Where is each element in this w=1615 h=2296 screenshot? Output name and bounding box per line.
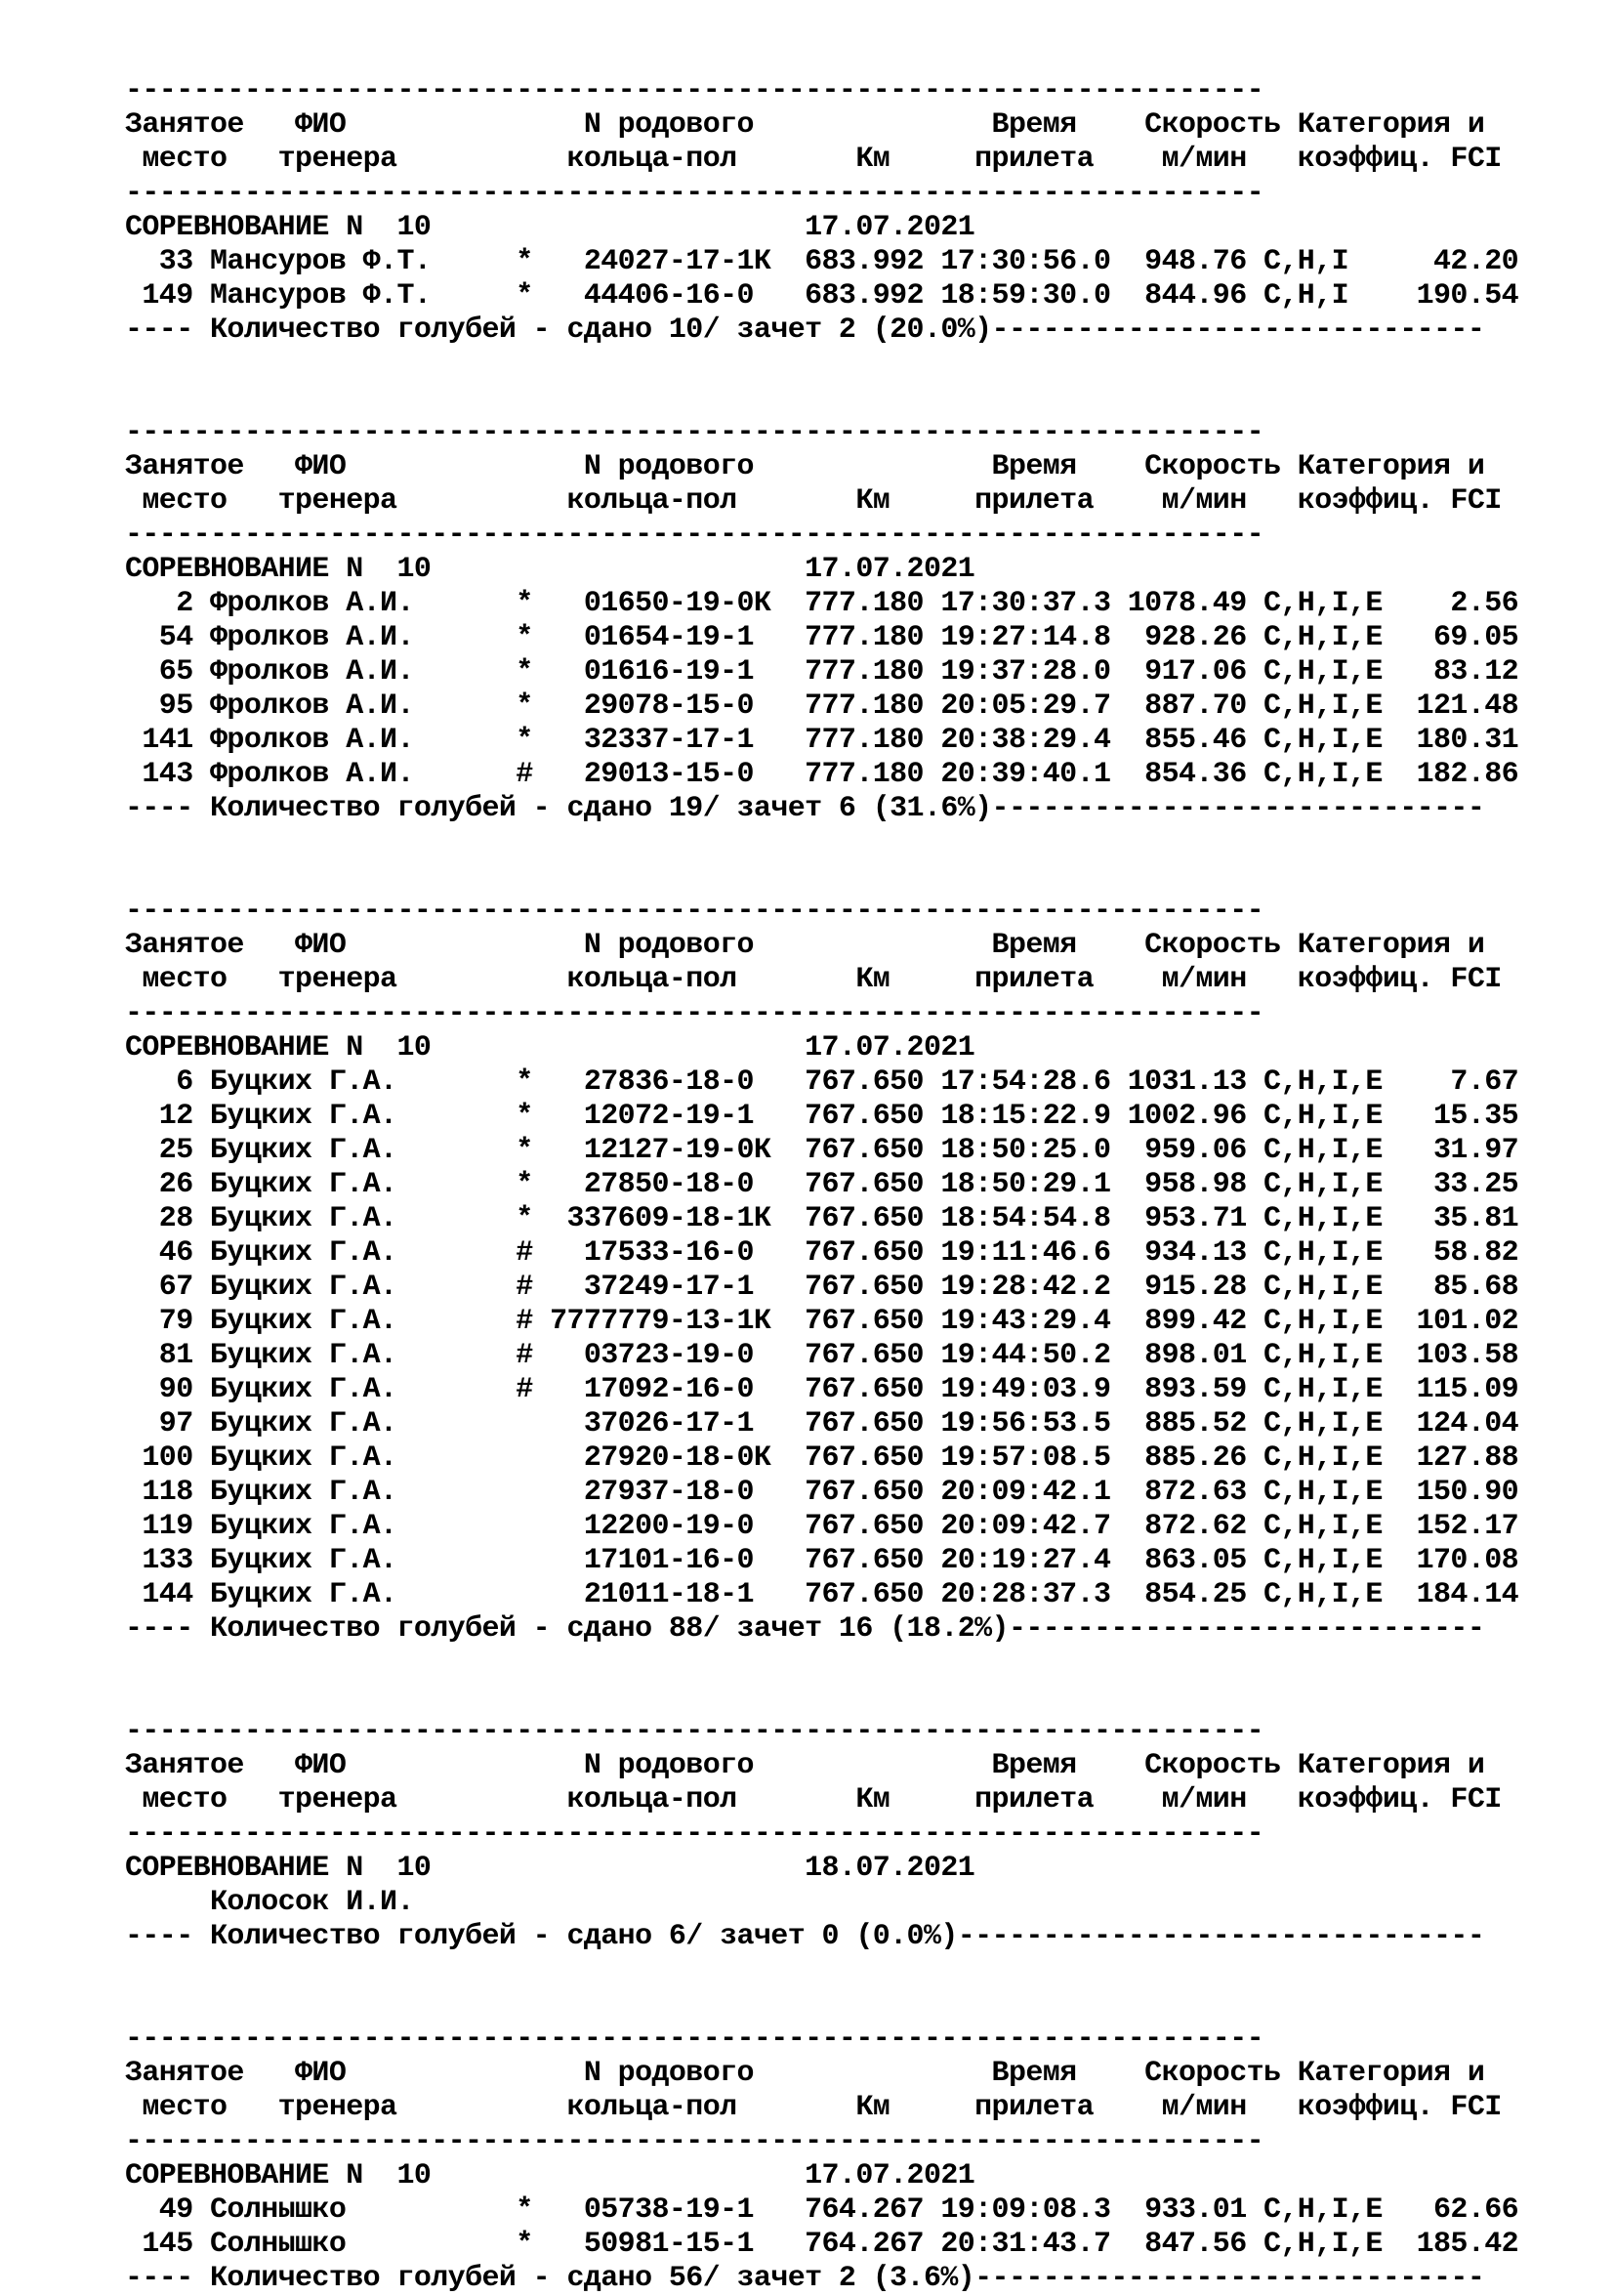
separator-line: ------------------------------------------------------------------- — [125, 2125, 1263, 2158]
result-row: 145 Солнышко * 50981-15-1 764.267 20:31:43.7 847.56 C,H,I,E 185.42 — [125, 2228, 1519, 2261]
result-block — [125, 416, 1590, 826]
result-row: 12 Буцких Г.А. * 12072-19-1 767.650 18:15:22.9 1002.96 C,H,I,E 15.35 — [125, 1100, 1519, 1133]
separator-line: ------------------------------------------------------------------- — [125, 416, 1263, 449]
competition-line: СОРЕВНОВАНИЕ N 10 17.07.2021 — [125, 553, 975, 586]
result-row: Колосок И.И. — [125, 1886, 414, 1919]
header-line-2: место тренера кольца-пол Км прилета м/мин коэффиц. FCI — [125, 2091, 1502, 2124]
summary-line: ---- Количество голубей - сдано 56/ зачет 2 (3.6%)------------------------------ — [125, 2262, 1485, 2295]
result-row: 46 Буцких Г.А. # 17533-16-0 767.650 19:11:46.6 934.13 C,H,I,E 58.82 — [125, 1236, 1519, 1270]
result-row: 54 Фролков А.И. * 01654-19-1 777.180 19:27:14.8 928.26 C,H,I,E 69.05 — [125, 621, 1519, 654]
result-row: 149 Мансуров Ф.Т. * 44406-16-0 683.992 18:59:30.0 844.96 C,H,I 190.54 — [125, 279, 1519, 313]
header-line-1: Занятое ФИО N родового Время Скорость Категория и — [125, 929, 1485, 962]
header-line-2: место тренера кольца-пол Км прилета м/мин коэффиц. FCI — [125, 143, 1502, 176]
result-row: 119 Буцких Г.А. 12200-19-0 767.650 20:09:42.7 872.62 C,H,I,E 152.17 — [125, 1510, 1519, 1543]
result-row: 100 Буцких Г.А. 27920-18-0К 767.650 19:57:08.5 885.26 C,H,I,E 127.88 — [125, 1441, 1519, 1475]
result-row: 81 Буцких Г.А. # 03723-19-0 767.650 19:44:50.2 898.01 C,H,I,E 103.58 — [125, 1339, 1519, 1372]
block-spacer — [125, 826, 1590, 895]
competition-line: СОРЕВНОВАНИЕ N 10 17.07.2021 — [125, 211, 975, 244]
result-block — [125, 1715, 1590, 1954]
result-row: 28 Буцких Г.А. * 337609-18-1К 767.650 18:54:54.8 953.71 C,H,I,E 35.81 — [125, 1202, 1519, 1235]
separator-line: ------------------------------------------------------------------- — [125, 74, 1263, 107]
result-row: 2 Фролков А.И. * 01650-19-0К 777.180 17:30:37.3 1078.49 C,H,I,E 2.56 — [125, 587, 1519, 620]
results-report — [125, 74, 1590, 2296]
result-row: 133 Буцких Г.А. 17101-16-0 767.650 20:19:27.4 863.05 C,H,I,E 170.08 — [125, 1544, 1519, 1577]
result-row: 65 Фролков А.И. * 01616-19-1 777.180 19:37:28.0 917.06 C,H,I,E 83.12 — [125, 655, 1519, 689]
result-row: 95 Фролков А.И. * 29078-15-0 777.180 20:05:29.7 887.70 C,H,I,E 121.48 — [125, 689, 1519, 723]
header-line-2: место тренера кольца-пол Км прилета м/мин коэффиц. FCI — [125, 963, 1502, 996]
result-row: 33 Мансуров Ф.Т. * 24027-17-1К 683.992 17:30:56.0 948.76 C,H,I 42.20 — [125, 245, 1519, 278]
result-row: 49 Солнышко * 05738-19-1 764.267 19:09:08.3 933.01 C,H,I,E 62.66 — [125, 2193, 1519, 2227]
separator-line: ------------------------------------------------------------------- — [125, 519, 1263, 552]
separator-line: ------------------------------------------------------------------- — [125, 2023, 1263, 2056]
summary-line: ---- Количество голубей - сдано 88/ зачет 16 (18.2%)---------------------------- — [125, 1612, 1485, 1646]
result-row: 25 Буцких Г.А. * 12127-19-0К 767.650 18:50:25.0 959.06 C,H,I,E 31.97 — [125, 1134, 1519, 1167]
result-row: 143 Фролков А.И. # 29013-15-0 777.180 20:39:40.1 854.36 C,H,I,E 182.86 — [125, 758, 1519, 791]
block-spacer — [125, 348, 1590, 416]
result-row: 26 Буцких Г.А. * 27850-18-0 767.650 18:50:29.1 958.98 C,H,I,E 33.25 — [125, 1168, 1519, 1201]
result-block — [125, 2023, 1590, 2296]
block-spacer — [125, 1954, 1590, 2023]
result-row: 118 Буцких Г.А. 27937-18-0 767.650 20:09:42.1 872.63 C,H,I,E 150.90 — [125, 1476, 1519, 1509]
header-line-1: Занятое ФИО N родового Время Скорость Категория и — [125, 108, 1485, 142]
result-row: 79 Буцких Г.А. # 7777779-13-1К 767.650 19:43:29.4 899.42 C,H,I,E 101.02 — [125, 1305, 1519, 1338]
result-row: 141 Фролков А.И. * 32337-17-1 777.180 20:38:29.4 855.46 C,H,I,E 180.31 — [125, 724, 1519, 757]
competition-line: СОРЕВНОВАНИЕ N 10 17.07.2021 — [125, 2159, 975, 2192]
block-spacer — [125, 1647, 1590, 1715]
separator-line: ------------------------------------------------------------------- — [125, 1715, 1263, 1748]
header-line-2: место тренера кольца-пол Км прилета м/мин коэффиц. FCI — [125, 484, 1502, 518]
result-block — [125, 74, 1590, 348]
competition-line: СОРЕВНОВАНИЕ N 10 18.07.2021 — [125, 1852, 975, 1885]
summary-line: ---- Количество голубей - сдано 6/ зачет 0 (0.0%)------------------------------- — [125, 1920, 1485, 1953]
separator-line: ------------------------------------------------------------------- — [125, 895, 1263, 928]
separator-line: ------------------------------------------------------------------- — [125, 177, 1263, 210]
header-line-1: Занятое ФИО N родового Время Скорость Категория и — [125, 2057, 1485, 2090]
result-block — [125, 895, 1590, 1647]
result-row: 90 Буцких Г.А. # 17092-16-0 767.650 19:49:03.9 893.59 C,H,I,E 115.09 — [125, 1373, 1519, 1406]
result-row: 144 Буцких Г.А. 21011-18-1 767.650 20:28:37.3 854.25 C,H,I,E 184.14 — [125, 1578, 1519, 1611]
header-line-1: Занятое ФИО N родового Время Скорость Категория и — [125, 1749, 1485, 1782]
summary-line: ---- Количество голубей - сдано 10/ зачет 2 (20.0%)----------------------------- — [125, 313, 1485, 347]
competition-line: СОРЕВНОВАНИЕ N 10 17.07.2021 — [125, 1031, 975, 1065]
separator-line: ------------------------------------------------------------------- — [125, 1817, 1263, 1851]
summary-line: ---- Количество голубей - сдано 19/ зачет 6 (31.6%)----------------------------- — [125, 792, 1485, 825]
result-row: 6 Буцких Г.А. * 27836-18-0 767.650 17:54:28.6 1031.13 C,H,I,E 7.67 — [125, 1065, 1519, 1099]
separator-line: ------------------------------------------------------------------- — [125, 997, 1263, 1030]
header-line-1: Занятое ФИО N родового Время Скорость Категория и — [125, 450, 1485, 483]
header-line-2: место тренера кольца-пол Км прилета м/мин коэффиц. FCI — [125, 1783, 1502, 1816]
result-row: 67 Буцких Г.А. # 37249-17-1 767.650 19:28:42.2 915.28 C,H,I,E 85.68 — [125, 1271, 1519, 1304]
result-row: 97 Буцких Г.А. 37026-17-1 767.650 19:56:53.5 885.52 C,H,I,E 124.04 — [125, 1407, 1519, 1440]
